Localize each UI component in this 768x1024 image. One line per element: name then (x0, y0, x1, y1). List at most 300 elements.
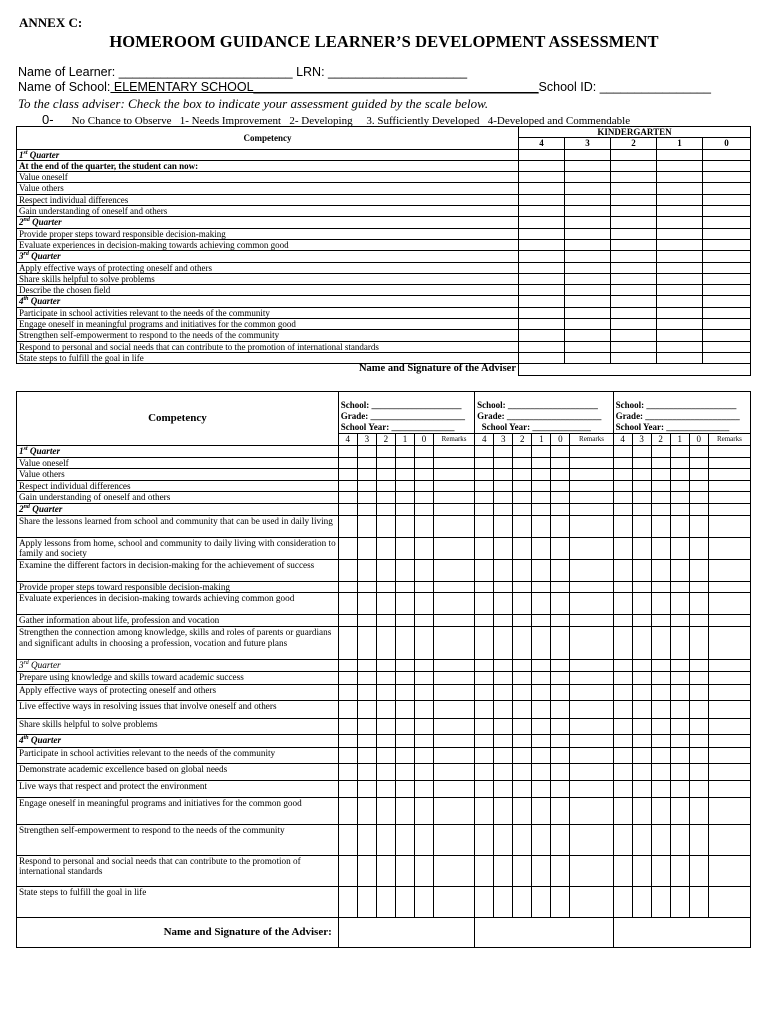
score-checkbox[interactable] (632, 684, 651, 700)
remarks-cell[interactable] (434, 503, 475, 515)
score-checkbox[interactable] (613, 797, 632, 824)
signature-field[interactable] (475, 917, 613, 947)
score-checkbox[interactable] (670, 780, 689, 797)
score-checkbox[interactable] (703, 285, 751, 296)
score-checkbox[interactable] (611, 160, 657, 171)
score-checkbox[interactable] (689, 626, 708, 659)
score-checkbox[interactable] (551, 780, 570, 797)
remarks-cell[interactable] (434, 626, 475, 659)
score-checkbox[interactable] (689, 593, 708, 615)
score-checkbox[interactable] (689, 503, 708, 515)
score-checkbox[interactable] (632, 797, 651, 824)
score-checkbox[interactable] (651, 593, 670, 615)
score-checkbox[interactable] (613, 593, 632, 615)
score-checkbox[interactable] (414, 797, 433, 824)
score-checkbox[interactable] (551, 763, 570, 780)
score-checkbox[interactable] (475, 797, 494, 824)
score-checkbox[interactable] (611, 307, 657, 318)
score-checkbox[interactable] (565, 160, 611, 171)
score-checkbox[interactable] (613, 684, 632, 700)
score-checkbox[interactable] (632, 734, 651, 747)
score-checkbox[interactable] (519, 239, 565, 250)
remarks-cell[interactable] (708, 626, 750, 659)
score-checkbox[interactable] (651, 503, 670, 515)
score-checkbox[interactable] (513, 503, 532, 515)
remarks-cell[interactable] (570, 581, 613, 593)
score-checkbox[interactable] (338, 615, 357, 627)
score-checkbox[interactable] (551, 700, 570, 718)
remarks-cell[interactable] (570, 824, 613, 855)
score-checkbox[interactable] (651, 492, 670, 504)
score-checkbox[interactable] (376, 559, 395, 581)
score-checkbox[interactable] (395, 480, 414, 492)
score-checkbox[interactable] (670, 559, 689, 581)
score-checkbox[interactable] (611, 341, 657, 352)
score-checkbox[interactable] (632, 886, 651, 917)
score-checkbox[interactable] (475, 559, 494, 581)
score-checkbox[interactable] (613, 537, 632, 559)
score-checkbox[interactable] (613, 581, 632, 593)
remarks-cell[interactable] (434, 718, 475, 734)
score-checkbox[interactable] (414, 537, 433, 559)
score-checkbox[interactable] (611, 183, 657, 194)
score-checkbox[interactable] (632, 747, 651, 763)
score-checkbox[interactable] (357, 824, 376, 855)
score-checkbox[interactable] (613, 763, 632, 780)
score-checkbox[interactable] (532, 593, 551, 615)
score-checkbox[interactable] (632, 855, 651, 886)
score-checkbox[interactable] (565, 341, 611, 352)
score-checkbox[interactable] (519, 341, 565, 352)
score-checkbox[interactable] (611, 149, 657, 160)
remarks-cell[interactable] (434, 855, 475, 886)
score-checkbox[interactable] (532, 747, 551, 763)
score-checkbox[interactable] (632, 700, 651, 718)
score-checkbox[interactable] (689, 671, 708, 684)
score-checkbox[interactable] (532, 855, 551, 886)
score-checkbox[interactable] (494, 469, 513, 481)
score-checkbox[interactable] (357, 886, 376, 917)
score-checkbox[interactable] (565, 183, 611, 194)
score-checkbox[interactable] (703, 296, 751, 307)
score-checkbox[interactable] (395, 700, 414, 718)
remarks-cell[interactable] (570, 684, 613, 700)
score-checkbox[interactable] (395, 747, 414, 763)
score-checkbox[interactable] (338, 671, 357, 684)
score-checkbox[interactable] (703, 149, 751, 160)
score-checkbox[interactable] (632, 559, 651, 581)
score-checkbox[interactable] (475, 763, 494, 780)
remarks-cell[interactable] (570, 446, 613, 458)
remarks-cell[interactable] (570, 886, 613, 917)
remarks-cell[interactable] (708, 763, 750, 780)
score-checkbox[interactable] (357, 457, 376, 469)
remarks-cell[interactable] (570, 780, 613, 797)
score-checkbox[interactable] (475, 700, 494, 718)
score-checkbox[interactable] (670, 824, 689, 855)
score-checkbox[interactable] (651, 718, 670, 734)
score-checkbox[interactable] (376, 457, 395, 469)
score-checkbox[interactable] (475, 855, 494, 886)
score-checkbox[interactable] (657, 251, 703, 262)
score-checkbox[interactable] (689, 457, 708, 469)
remarks-cell[interactable] (434, 780, 475, 797)
score-checkbox[interactable] (414, 700, 433, 718)
remarks-cell[interactable] (434, 457, 475, 469)
score-checkbox[interactable] (551, 446, 570, 458)
score-checkbox[interactable] (475, 503, 494, 515)
score-checkbox[interactable] (613, 469, 632, 481)
score-checkbox[interactable] (532, 734, 551, 747)
score-checkbox[interactable] (494, 797, 513, 824)
score-checkbox[interactable] (338, 734, 357, 747)
school-year-field-2[interactable]: School Year: _____________ (477, 422, 591, 432)
score-checkbox[interactable] (551, 469, 570, 481)
score-checkbox[interactable] (703, 217, 751, 228)
score-checkbox[interactable] (611, 296, 657, 307)
score-checkbox[interactable] (376, 763, 395, 780)
score-checkbox[interactable] (357, 503, 376, 515)
score-checkbox[interactable] (689, 659, 708, 671)
score-checkbox[interactable] (494, 457, 513, 469)
remarks-cell[interactable] (708, 718, 750, 734)
score-checkbox[interactable] (513, 446, 532, 458)
score-checkbox[interactable] (689, 747, 708, 763)
score-checkbox[interactable] (532, 824, 551, 855)
remarks-cell[interactable] (708, 446, 750, 458)
score-checkbox[interactable] (689, 559, 708, 581)
score-checkbox[interactable] (395, 559, 414, 581)
score-checkbox[interactable] (338, 747, 357, 763)
score-checkbox[interactable] (670, 718, 689, 734)
score-checkbox[interactable] (395, 581, 414, 593)
score-checkbox[interactable] (338, 457, 357, 469)
score-checkbox[interactable] (494, 886, 513, 917)
score-checkbox[interactable] (475, 684, 494, 700)
remarks-cell[interactable] (708, 593, 750, 615)
score-checkbox[interactable] (565, 296, 611, 307)
school-year-field-3[interactable]: School Year: ______________ (615, 422, 730, 432)
remarks-cell[interactable] (570, 671, 613, 684)
score-checkbox[interactable] (657, 239, 703, 250)
score-checkbox[interactable] (376, 492, 395, 504)
score-checkbox[interactable] (338, 684, 357, 700)
score-checkbox[interactable] (565, 273, 611, 284)
score-checkbox[interactable] (475, 615, 494, 627)
remarks-cell[interactable] (434, 700, 475, 718)
score-checkbox[interactable] (414, 718, 433, 734)
score-checkbox[interactable] (551, 626, 570, 659)
score-checkbox[interactable] (338, 480, 357, 492)
score-checkbox[interactable] (357, 559, 376, 581)
remarks-cell[interactable] (708, 747, 750, 763)
score-checkbox[interactable] (414, 581, 433, 593)
score-checkbox[interactable] (632, 492, 651, 504)
score-checkbox[interactable] (565, 262, 611, 273)
score-checkbox[interactable] (703, 262, 751, 273)
score-checkbox[interactable] (475, 718, 494, 734)
remarks-cell[interactable] (708, 515, 750, 537)
score-checkbox[interactable] (651, 615, 670, 627)
score-checkbox[interactable] (632, 718, 651, 734)
score-checkbox[interactable] (703, 341, 751, 352)
score-checkbox[interactable] (376, 747, 395, 763)
score-checkbox[interactable] (395, 446, 414, 458)
score-checkbox[interactable] (357, 684, 376, 700)
school-name-field[interactable]: ELEMENTARY SCHOOL_________________________________________ (110, 80, 539, 94)
remarks-cell[interactable] (570, 734, 613, 747)
score-checkbox[interactable] (376, 503, 395, 515)
remarks-cell[interactable] (570, 615, 613, 627)
score-checkbox[interactable] (703, 160, 751, 171)
score-checkbox[interactable] (703, 273, 751, 284)
score-checkbox[interactable] (670, 747, 689, 763)
score-checkbox[interactable] (670, 797, 689, 824)
score-checkbox[interactable] (519, 251, 565, 262)
score-checkbox[interactable] (632, 763, 651, 780)
score-checkbox[interactable] (565, 206, 611, 217)
score-checkbox[interactable] (357, 671, 376, 684)
score-checkbox[interactable] (689, 700, 708, 718)
score-checkbox[interactable] (703, 183, 751, 194)
score-checkbox[interactable] (513, 797, 532, 824)
score-checkbox[interactable] (376, 446, 395, 458)
score-checkbox[interactable] (703, 352, 751, 363)
score-checkbox[interactable] (611, 172, 657, 183)
score-checkbox[interactable] (532, 671, 551, 684)
score-checkbox[interactable] (513, 626, 532, 659)
score-checkbox[interactable] (613, 659, 632, 671)
score-checkbox[interactable] (565, 149, 611, 160)
score-checkbox[interactable] (357, 747, 376, 763)
score-checkbox[interactable] (395, 763, 414, 780)
score-checkbox[interactable] (670, 457, 689, 469)
school-field-3[interactable]: School: ____________________ (615, 400, 737, 410)
score-checkbox[interactable] (670, 734, 689, 747)
score-checkbox[interactable] (613, 700, 632, 718)
score-checkbox[interactable] (376, 700, 395, 718)
score-checkbox[interactable] (551, 615, 570, 627)
score-checkbox[interactable] (494, 492, 513, 504)
remarks-cell[interactable] (434, 492, 475, 504)
remarks-cell[interactable] (434, 734, 475, 747)
score-checkbox[interactable] (651, 824, 670, 855)
remarks-cell[interactable] (708, 503, 750, 515)
signature-field[interactable] (519, 364, 751, 375)
score-checkbox[interactable] (376, 615, 395, 627)
remarks-cell[interactable] (434, 886, 475, 917)
score-checkbox[interactable] (519, 352, 565, 363)
remarks-cell[interactable] (570, 700, 613, 718)
score-checkbox[interactable] (632, 446, 651, 458)
score-checkbox[interactable] (551, 457, 570, 469)
score-checkbox[interactable] (338, 626, 357, 659)
score-checkbox[interactable] (338, 797, 357, 824)
remarks-cell[interactable] (434, 615, 475, 627)
score-checkbox[interactable] (657, 228, 703, 239)
score-checkbox[interactable] (376, 886, 395, 917)
score-checkbox[interactable] (338, 886, 357, 917)
score-checkbox[interactable] (414, 734, 433, 747)
score-checkbox[interactable] (532, 718, 551, 734)
score-checkbox[interactable] (357, 581, 376, 593)
school-field-2[interactable]: School: ____________________ (477, 400, 598, 410)
score-checkbox[interactable] (689, 446, 708, 458)
score-checkbox[interactable] (519, 296, 565, 307)
remarks-cell[interactable] (570, 480, 613, 492)
score-checkbox[interactable] (494, 763, 513, 780)
score-checkbox[interactable] (513, 581, 532, 593)
score-checkbox[interactable] (338, 515, 357, 537)
score-checkbox[interactable] (376, 626, 395, 659)
remarks-cell[interactable] (434, 446, 475, 458)
score-checkbox[interactable] (513, 492, 532, 504)
score-checkbox[interactable] (670, 593, 689, 615)
score-checkbox[interactable] (689, 537, 708, 559)
score-checkbox[interactable] (689, 824, 708, 855)
score-checkbox[interactable] (657, 160, 703, 171)
score-checkbox[interactable] (611, 330, 657, 341)
score-checkbox[interactable] (657, 319, 703, 330)
remarks-cell[interactable] (570, 626, 613, 659)
remarks-cell[interactable] (434, 763, 475, 780)
score-checkbox[interactable] (519, 262, 565, 273)
score-checkbox[interactable] (357, 615, 376, 627)
score-checkbox[interactable] (670, 684, 689, 700)
score-checkbox[interactable] (670, 615, 689, 627)
score-checkbox[interactable] (703, 307, 751, 318)
score-checkbox[interactable] (651, 671, 670, 684)
score-checkbox[interactable] (651, 559, 670, 581)
score-checkbox[interactable] (670, 855, 689, 886)
score-checkbox[interactable] (357, 700, 376, 718)
score-checkbox[interactable] (532, 515, 551, 537)
score-checkbox[interactable] (494, 581, 513, 593)
score-checkbox[interactable] (565, 285, 611, 296)
score-checkbox[interactable] (670, 659, 689, 671)
score-checkbox[interactable] (532, 469, 551, 481)
score-checkbox[interactable] (689, 615, 708, 627)
score-checkbox[interactable] (338, 492, 357, 504)
score-checkbox[interactable] (475, 747, 494, 763)
score-checkbox[interactable] (395, 537, 414, 559)
score-checkbox[interactable] (475, 734, 494, 747)
score-checkbox[interactable] (670, 700, 689, 718)
score-checkbox[interactable] (414, 886, 433, 917)
score-checkbox[interactable] (613, 886, 632, 917)
remarks-cell[interactable] (434, 537, 475, 559)
score-checkbox[interactable] (565, 319, 611, 330)
score-checkbox[interactable] (670, 503, 689, 515)
score-checkbox[interactable] (613, 480, 632, 492)
score-checkbox[interactable] (689, 684, 708, 700)
score-checkbox[interactable] (513, 593, 532, 615)
score-checkbox[interactable] (513, 480, 532, 492)
score-checkbox[interactable] (357, 480, 376, 492)
score-checkbox[interactable] (513, 718, 532, 734)
score-checkbox[interactable] (395, 659, 414, 671)
score-checkbox[interactable] (613, 446, 632, 458)
score-checkbox[interactable] (689, 763, 708, 780)
score-checkbox[interactable] (532, 457, 551, 469)
remarks-cell[interactable] (570, 855, 613, 886)
score-checkbox[interactable] (519, 160, 565, 171)
score-checkbox[interactable] (632, 659, 651, 671)
score-checkbox[interactable] (651, 537, 670, 559)
score-checkbox[interactable] (651, 855, 670, 886)
score-checkbox[interactable] (670, 671, 689, 684)
score-checkbox[interactable] (357, 734, 376, 747)
score-checkbox[interactable] (703, 172, 751, 183)
score-checkbox[interactable] (532, 537, 551, 559)
score-checkbox[interactable] (513, 615, 532, 627)
score-checkbox[interactable] (395, 615, 414, 627)
score-checkbox[interactable] (551, 503, 570, 515)
score-checkbox[interactable] (519, 330, 565, 341)
score-checkbox[interactable] (475, 581, 494, 593)
remarks-cell[interactable] (434, 747, 475, 763)
score-checkbox[interactable] (657, 217, 703, 228)
score-checkbox[interactable] (395, 593, 414, 615)
score-checkbox[interactable] (651, 581, 670, 593)
score-checkbox[interactable] (519, 172, 565, 183)
score-checkbox[interactable] (532, 626, 551, 659)
score-checkbox[interactable] (519, 149, 565, 160)
score-checkbox[interactable] (475, 492, 494, 504)
remarks-cell[interactable] (570, 797, 613, 824)
score-checkbox[interactable] (689, 886, 708, 917)
remarks-cell[interactable] (434, 824, 475, 855)
score-checkbox[interactable] (513, 684, 532, 700)
score-checkbox[interactable] (532, 559, 551, 581)
score-checkbox[interactable] (651, 446, 670, 458)
score-checkbox[interactable] (632, 480, 651, 492)
score-checkbox[interactable] (494, 734, 513, 747)
signature-field[interactable] (338, 917, 474, 947)
score-checkbox[interactable] (475, 515, 494, 537)
score-checkbox[interactable] (651, 515, 670, 537)
remarks-cell[interactable] (570, 559, 613, 581)
score-checkbox[interactable] (513, 763, 532, 780)
score-checkbox[interactable] (357, 718, 376, 734)
score-checkbox[interactable] (414, 480, 433, 492)
score-checkbox[interactable] (613, 734, 632, 747)
score-checkbox[interactable] (689, 515, 708, 537)
score-checkbox[interactable] (689, 492, 708, 504)
score-checkbox[interactable] (632, 671, 651, 684)
remarks-cell[interactable] (434, 559, 475, 581)
score-checkbox[interactable] (475, 446, 494, 458)
score-checkbox[interactable] (513, 457, 532, 469)
score-checkbox[interactable] (611, 273, 657, 284)
remarks-cell[interactable] (708, 492, 750, 504)
score-checkbox[interactable] (613, 457, 632, 469)
remarks-cell[interactable] (570, 492, 613, 504)
school-id-field[interactable]: ________________ (599, 80, 711, 94)
score-checkbox[interactable] (651, 700, 670, 718)
remarks-cell[interactable] (708, 734, 750, 747)
score-checkbox[interactable] (657, 194, 703, 205)
score-checkbox[interactable] (494, 446, 513, 458)
score-checkbox[interactable] (651, 763, 670, 780)
score-checkbox[interactable] (551, 559, 570, 581)
score-checkbox[interactable] (611, 228, 657, 239)
score-checkbox[interactable] (613, 515, 632, 537)
score-checkbox[interactable] (651, 797, 670, 824)
score-checkbox[interactable] (703, 239, 751, 250)
score-checkbox[interactable] (651, 747, 670, 763)
score-checkbox[interactable] (357, 469, 376, 481)
